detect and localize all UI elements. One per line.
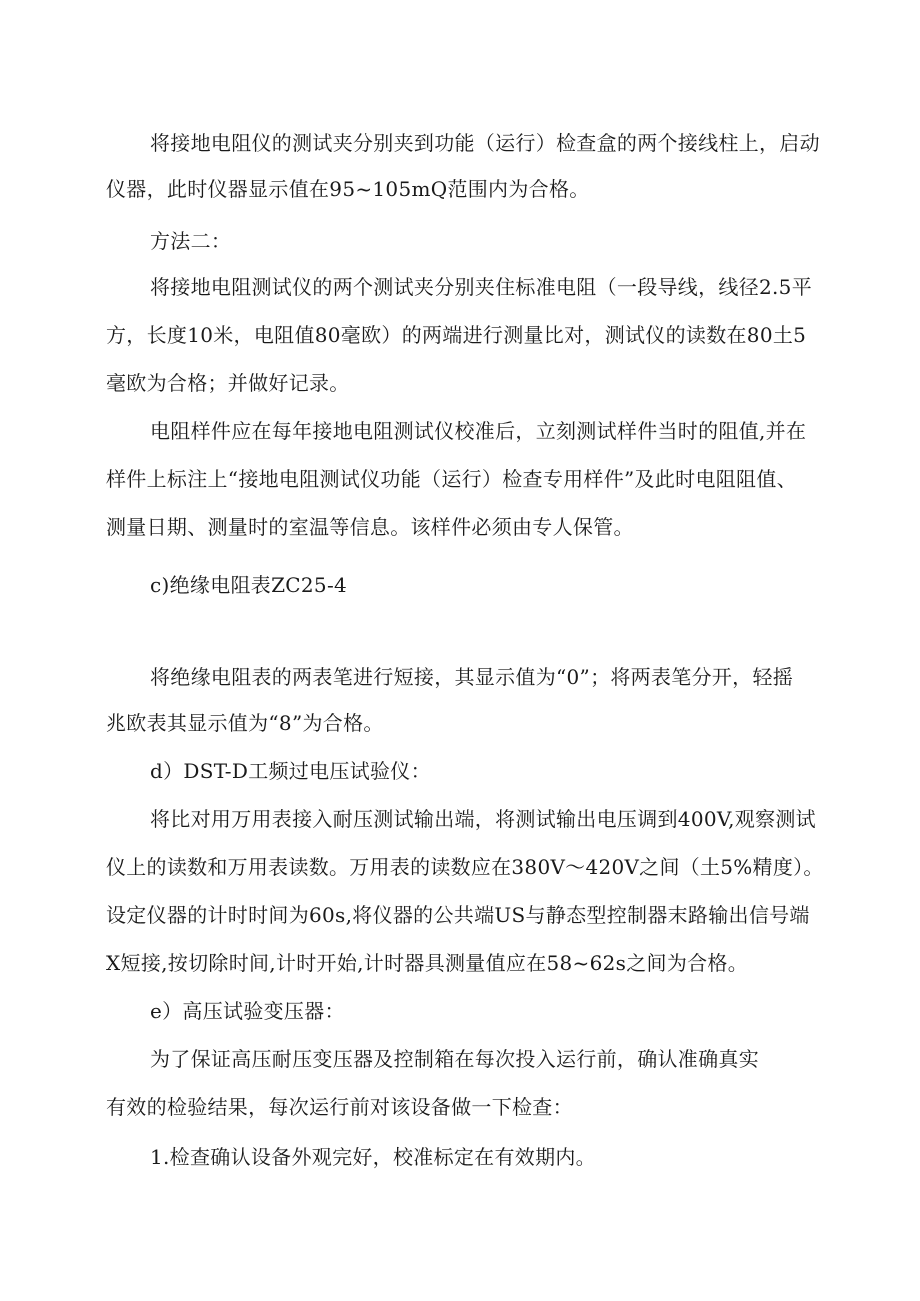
checklist-item-1: 1.检查确认设备外观完好，校准标定在有效期内。 [150,1145,596,1169]
paragraph-3-line-1: 将接地电阻测试仪的两个测试夹分别夹住标准电阻（一段导线，线径2.5平 [150,275,813,299]
paragraph-10-line-2: 有效的检验结果，每次运行前对该设备做一下检查： [106,1095,573,1119]
paragraph-8-line-3: 设定仪器的计时时间为60s,将仪器的公共端US与静态型控制器末路输出信号端 [106,903,810,927]
paragraph-3-line-3: 毫欧为合格；并做好记录。 [106,371,350,395]
paragraph-4-line-3: 测量日期、测量时的室温等信息。该样件必须由专人保管。 [106,515,634,539]
paragraph-3-line-2: 方，长度10米，电阻值80毫欧）的两端进行测量比对，测试仪的读数在80土5 [106,323,807,347]
paragraph-8-line-2: 仪上的读数和万用表读数。万用表的读数应在380V～420V之间（土5%精度）。 [106,855,824,879]
paragraph-8-line-1: 将比对用万用表接入耐压测试输出端，将测试输出电压调到400V,观察测试 [150,807,816,831]
section-c-heading: c)绝缘电阻表ZC25-4 [150,573,348,597]
paragraph-4-line-2: 样件上标注上“接地电阻测试仪功能（运行）检查专用样件”及此时电阻阻值、 [106,467,797,491]
section-d-heading: d）DST-D工频过电压试验仪： [150,759,431,783]
paragraph-1-line-2: 仪器，此时仪器显示值在95~105mQ范围内为合格。 [106,177,590,201]
section-e-heading: e）高压试验变压器： [150,999,345,1023]
paragraph-1-line-1: 将接地电阻仪的测试夹分别夹到功能（运行）检查盒的两个接线柱上，启动 [150,131,820,155]
paragraph-4-line-1: 电阻样件应在每年接地电阻测试仪校准后，立刻测试样件当时的阻值,并在 [150,419,807,443]
paragraph-8-line-4: X短接,按切除时间,计时开始,计时器具测量值应在58~62s之间为合格。 [106,951,749,975]
paragraph-6-line-1: 将绝缘电阻表的两表笔进行短接，其显示值为“0”；将两表笔分开，轻摇 [150,665,794,689]
paragraph-2-line-1: 方法二： [150,229,232,253]
paragraph-6-line-2: 兆欧表其显示值为“8”为合格。 [106,711,384,735]
paragraph-10-line-1: 为了保证高压耐压变压器及控制箱在每次投入运行前，确认准确真实 [150,1047,759,1071]
